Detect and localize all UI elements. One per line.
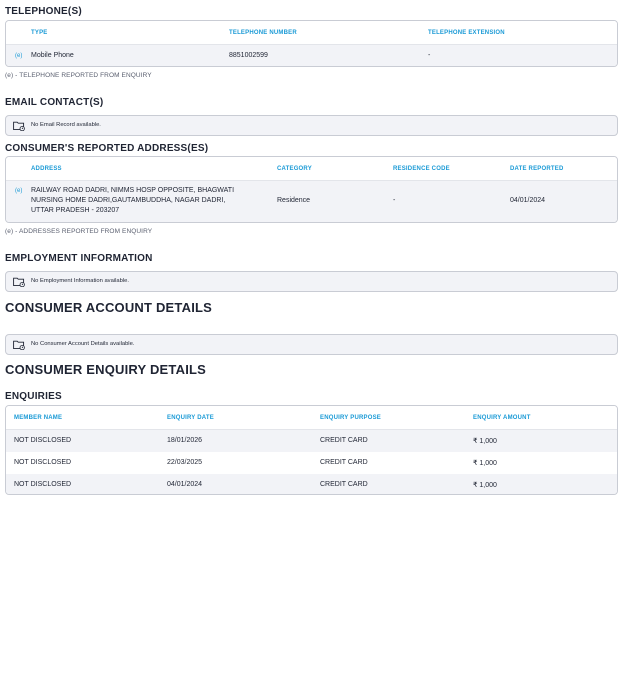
- column-header-member-name: MEMBER NAME: [14, 415, 63, 421]
- address-category: Residence: [277, 197, 311, 204]
- telephones-table: [5, 20, 618, 67]
- folder-clock-icon: [13, 340, 25, 350]
- table-header: [6, 21, 617, 45]
- table-row: [6, 181, 617, 223]
- table-row: [6, 45, 617, 67]
- column-header-category: CATEGORY: [277, 166, 312, 172]
- addresses-table: [5, 156, 618, 223]
- accounts-empty-text: No Consumer Account Details available.: [31, 341, 135, 347]
- column-header-enquiry-amount: ENQUIRY AMOUNT: [473, 415, 531, 421]
- column-header-date-reported: DATE REPORTED: [510, 166, 564, 172]
- enquiries-table: [5, 405, 618, 495]
- addresses-note: (e) - ADDRESSES REPORTED FROM ENQUIRY: [5, 228, 153, 235]
- member-name: NOT DISCLOSED: [14, 481, 72, 488]
- member-name: NOT DISCLOSED: [14, 459, 72, 466]
- enquiry-details-title: CONSUMER ENQUIRY DETAILS: [5, 362, 207, 377]
- telephones-title: TELEPHONE(S): [5, 6, 82, 17]
- enquiry-date: 18/01/2026: [167, 437, 203, 444]
- address-line-2: NURSING HOME DADRI,GAUTAMBUDDHA, NAGAR DADRI,: [31, 197, 226, 204]
- column-header-address: ADDRESS: [31, 166, 62, 172]
- enquiry-tag: (e): [15, 53, 23, 59]
- column-header-enquiry-purpose: ENQUIRY PURPOSE: [320, 415, 382, 421]
- column-header-enquiry-date: ENQUIRY DATE: [167, 415, 214, 421]
- column-header-extension: TELEPHONE EXTENSION: [428, 30, 505, 36]
- table-header: [6, 157, 617, 181]
- column-header-number: TELEPHONE NUMBER: [229, 30, 297, 36]
- column-header-residence-code: RESIDENCE CODE: [393, 166, 450, 172]
- enquiry-amount: ₹ 1,000: [473, 460, 497, 467]
- residence-code: -: [393, 197, 396, 204]
- folder-clock-icon: [13, 121, 25, 131]
- table-header: [6, 406, 617, 430]
- enquiry-tag: (e): [15, 188, 23, 194]
- enquiries-subtitle: ENQUIRIES: [5, 391, 62, 402]
- addresses-title: CONSUMER'S REPORTED ADDRESS(ES): [5, 143, 209, 154]
- table-row: [6, 452, 617, 474]
- telephones-note: (e) - TELEPHONE REPORTED FROM ENQUIRY: [5, 72, 152, 79]
- enquiry-date: 04/01/2024: [167, 481, 203, 488]
- enquiry-purpose: CREDIT CARD: [320, 481, 368, 488]
- email-empty-text: No Email Record available.: [31, 122, 101, 128]
- email-empty-box: [5, 115, 618, 136]
- accounts-title: CONSUMER ACCOUNT DETAILS: [5, 300, 213, 315]
- enquiry-date: 22/03/2025: [167, 459, 203, 466]
- enquiry-amount: ₹ 1,000: [473, 482, 497, 489]
- folder-clock-icon: [13, 277, 25, 287]
- enquiry-purpose: CREDIT CARD: [320, 459, 368, 466]
- table-row: [6, 474, 617, 495]
- accounts-empty-box: [5, 334, 618, 355]
- phone-number: 8851002599: [229, 52, 268, 59]
- table-row: [6, 430, 617, 452]
- phone-extension: -: [428, 52, 431, 59]
- column-header-type: TYPE: [31, 30, 48, 36]
- phone-type: Mobile Phone: [31, 52, 74, 59]
- email-title: EMAIL CONTACT(S): [5, 97, 104, 108]
- enquiry-purpose: CREDIT CARD: [320, 437, 368, 444]
- address-line-3: UTTAR PRADESH - 203207: [31, 207, 120, 214]
- employment-title: EMPLOYMENT INFORMATION: [5, 253, 153, 264]
- date-reported: 04/01/2024: [510, 197, 546, 204]
- employment-empty-text: No Employment Information available.: [31, 278, 129, 284]
- employment-empty-box: [5, 271, 618, 292]
- address-line-1: RAILWAY ROAD DADRI, NIMMS HOSP OPPOSITE, BHAGWATI: [31, 187, 235, 194]
- member-name: NOT DISCLOSED: [14, 437, 72, 444]
- enquiry-amount: ₹ 1,000: [473, 438, 497, 445]
